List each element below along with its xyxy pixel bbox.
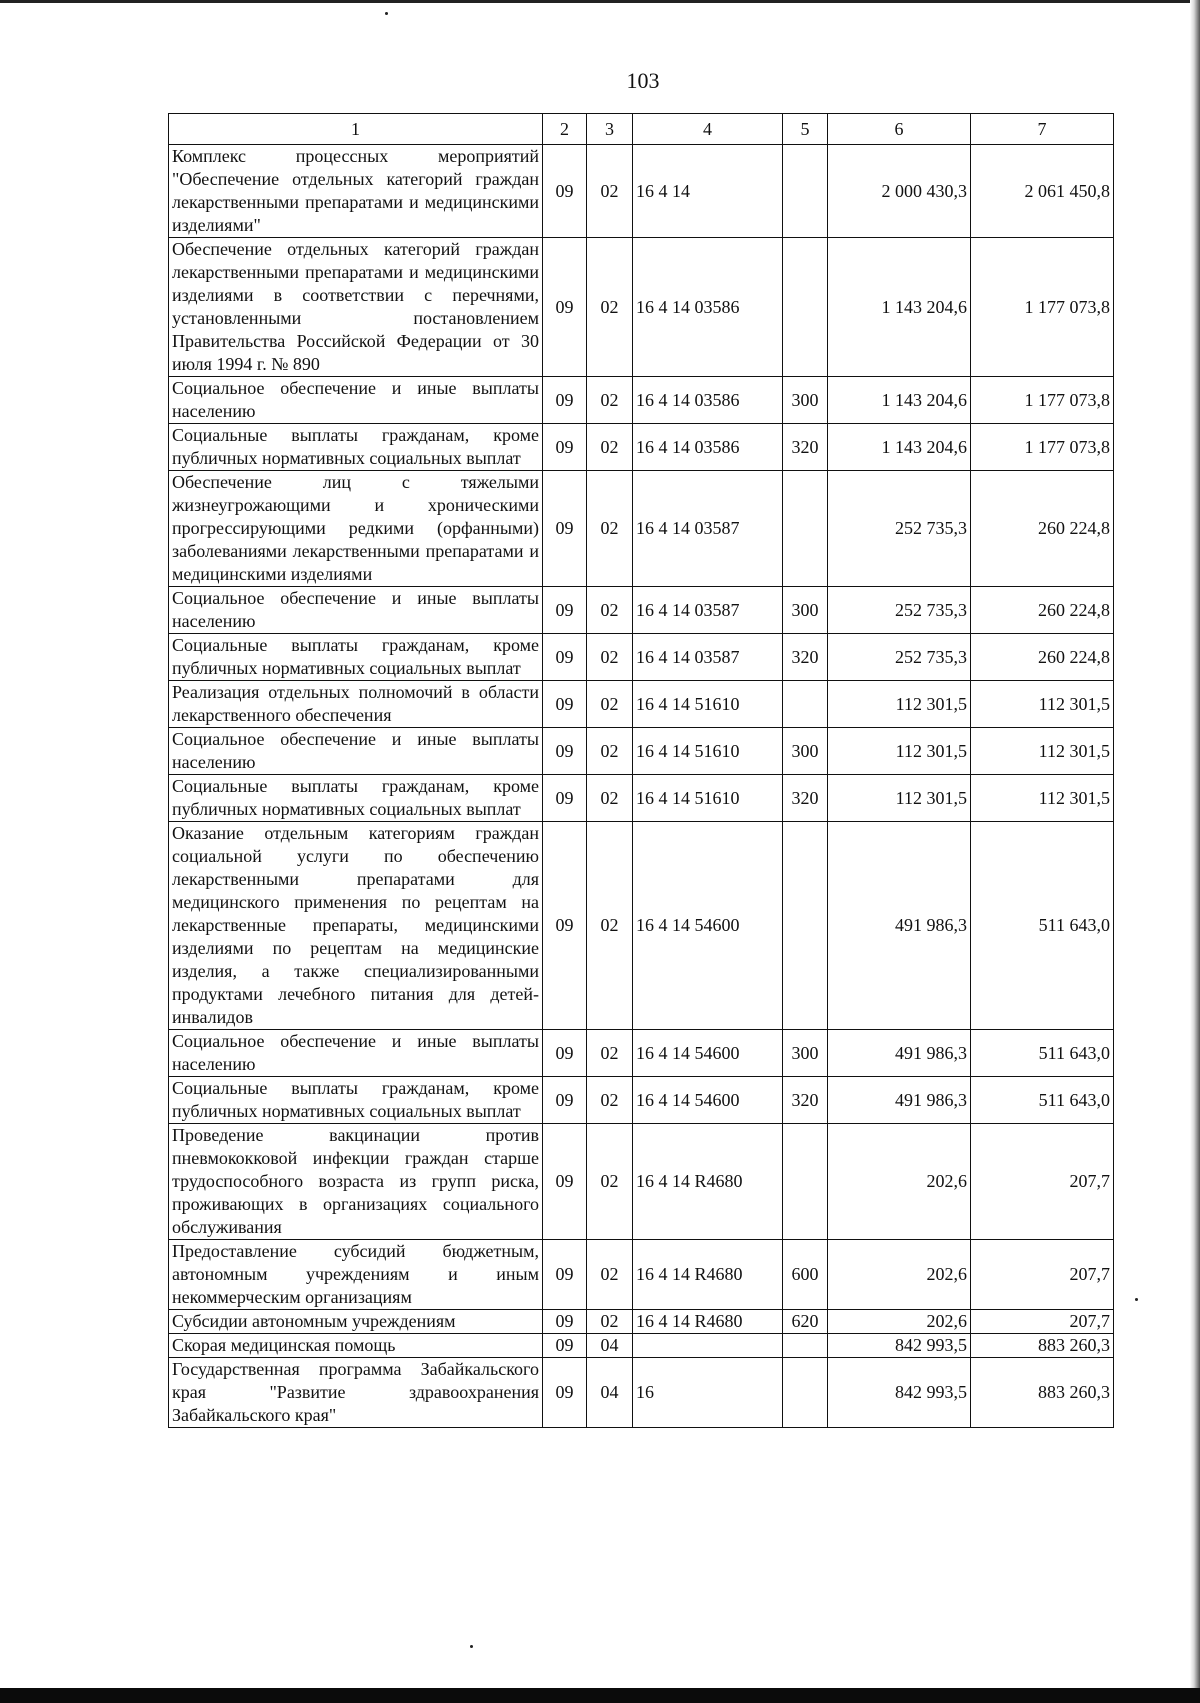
- subsection-code-cell: 02: [587, 634, 633, 681]
- amount-year-1-cell: 842 993,5: [828, 1334, 971, 1358]
- section-code-cell: 09: [543, 1124, 587, 1240]
- row-name-cell: Комплекс процессных мероприятий "Обеспечение отдельных категорий граждан лекарственными препаратами и медицинскими изделиями": [169, 145, 543, 238]
- amount-year-1-cell: 252 735,3: [828, 634, 971, 681]
- amount-year-1-cell: 112 301,5: [828, 728, 971, 775]
- amount-year-1-cell: 1 143 204,6: [828, 424, 971, 471]
- section-code-cell: 09: [543, 471, 587, 587]
- amount-year-1-cell: 491 986,3: [828, 822, 971, 1030]
- section-code-cell: 09: [543, 681, 587, 728]
- table-body: [169, 145, 1114, 1428]
- scan-speck: [385, 12, 388, 15]
- amount-year-1-cell: 252 735,3: [828, 471, 971, 587]
- expense-type-cell: 320: [783, 1077, 828, 1124]
- subsection-code-cell: 02: [587, 1077, 633, 1124]
- expense-type-cell: [783, 1124, 828, 1240]
- amount-year-2-cell: 2 061 450,8: [971, 145, 1114, 238]
- table-row: [169, 681, 1114, 728]
- row-name-cell: Социальные выплаты гражданам, кроме публичных нормативных социальных выплат: [169, 424, 543, 471]
- amount-year-2-cell: 207,7: [971, 1310, 1114, 1334]
- section-code-cell: 09: [543, 1030, 587, 1077]
- expense-type-cell: 320: [783, 775, 828, 822]
- amount-year-1-cell: 112 301,5: [828, 775, 971, 822]
- row-name-cell: Оказание отдельным категориям граждан социальной услуги по обеспечению лекарственными препаратами для медицинского применения по рецептам на лекарственные препараты, медицинскими изделиями по рецептам на медицинские изделия, а также специализированными продуктами лечебного питания для детей-инвалидов: [169, 822, 543, 1030]
- expense-type-cell: [783, 681, 828, 728]
- table-row: [169, 728, 1114, 775]
- table-row: [169, 587, 1114, 634]
- amount-year-2-cell: 1 177 073,8: [971, 424, 1114, 471]
- row-name-cell: Социальное обеспечение и иные выплаты населению: [169, 728, 543, 775]
- expense-type-cell: [783, 1358, 828, 1428]
- amount-year-2-cell: 207,7: [971, 1240, 1114, 1310]
- table-row: [169, 145, 1114, 238]
- target-article-cell: 16 4 14 03587: [633, 634, 783, 681]
- amount-year-1-cell: 112 301,5: [828, 681, 971, 728]
- target-article-cell: [633, 1334, 783, 1358]
- row-name-cell: Реализация отдельных полномочий в области лекарственного обеспечения: [169, 681, 543, 728]
- amount-year-1-cell: 2 000 430,3: [828, 145, 971, 238]
- scan-edge-top: [0, 0, 1200, 3]
- section-code-cell: 09: [543, 1077, 587, 1124]
- target-article-cell: 16 4 14 03586: [633, 238, 783, 377]
- section-code-cell: 09: [543, 1310, 587, 1334]
- expense-type-cell: 300: [783, 1030, 828, 1077]
- row-name-cell: Социальное обеспечение и иные выплаты населению: [169, 1030, 543, 1077]
- subsection-code-cell: 02: [587, 1124, 633, 1240]
- target-article-cell: 16 4 14 51610: [633, 775, 783, 822]
- amount-year-2-cell: 511 643,0: [971, 1077, 1114, 1124]
- subsection-code-cell: 04: [587, 1358, 633, 1428]
- amount-year-2-cell: 260 224,8: [971, 587, 1114, 634]
- section-code-cell: 09: [543, 822, 587, 1030]
- row-name-cell: Социальное обеспечение и иные выплаты населению: [169, 587, 543, 634]
- row-name-cell: Скорая медицинская помощь: [169, 1334, 543, 1358]
- amount-year-2-cell: 112 301,5: [971, 775, 1114, 822]
- scan-speck: [1135, 1298, 1138, 1301]
- row-name-cell: Социальные выплаты гражданам, кроме публичных нормативных социальных выплат: [169, 775, 543, 822]
- expense-type-cell: 600: [783, 1240, 828, 1310]
- section-code-cell: 09: [543, 728, 587, 775]
- amount-year-2-cell: 511 643,0: [971, 1030, 1114, 1077]
- amount-year-1-cell: 842 993,5: [828, 1358, 971, 1428]
- amount-year-1-cell: 252 735,3: [828, 587, 971, 634]
- table-row: [169, 1240, 1114, 1310]
- expense-type-cell: [783, 471, 828, 587]
- subsection-code-cell: 02: [587, 728, 633, 775]
- amount-year-2-cell: 1 177 073,8: [971, 377, 1114, 424]
- table-row: [169, 1030, 1114, 1077]
- budget-table: [168, 113, 1114, 1428]
- row-name-cell: Проведение вакцинации против пневмококковой инфекции граждан старше трудоспособного возраста из групп риска, проживающих в организациях социального обслуживания: [169, 1124, 543, 1240]
- table-row: [169, 377, 1114, 424]
- subsection-code-cell: 02: [587, 145, 633, 238]
- row-name-cell: Социальные выплаты гражданам, кроме публичных нормативных социальных выплат: [169, 1077, 543, 1124]
- row-name-cell: Социальное обеспечение и иные выплаты населению: [169, 377, 543, 424]
- table-row: [169, 1334, 1114, 1358]
- section-code-cell: 09: [543, 424, 587, 471]
- section-code-cell: 09: [543, 238, 587, 377]
- scan-edge-bottom: [0, 1688, 1200, 1703]
- column-header: 3: [587, 114, 633, 145]
- table-header-row: [169, 114, 1114, 145]
- amount-year-1-cell: 202,6: [828, 1124, 971, 1240]
- table-row: [169, 822, 1114, 1030]
- amount-year-1-cell: 202,6: [828, 1310, 971, 1334]
- expense-type-cell: [783, 1334, 828, 1358]
- section-code-cell: 09: [543, 1334, 587, 1358]
- expense-type-cell: 320: [783, 424, 828, 471]
- expense-type-cell: 300: [783, 728, 828, 775]
- section-code-cell: 09: [543, 634, 587, 681]
- expense-type-cell: [783, 145, 828, 238]
- row-name-cell: Государственная программа Забайкальского края "Развитие здравоохранения Забайкальского края": [169, 1358, 543, 1428]
- target-article-cell: 16 4 14: [633, 145, 783, 238]
- amount-year-2-cell: 207,7: [971, 1124, 1114, 1240]
- amount-year-2-cell: 112 301,5: [971, 681, 1114, 728]
- section-code-cell: 09: [543, 587, 587, 634]
- subsection-code-cell: 02: [587, 471, 633, 587]
- subsection-code-cell: 02: [587, 775, 633, 822]
- table-row: [169, 238, 1114, 377]
- scan-edge-right: [1190, 0, 1200, 1690]
- expense-type-cell: [783, 822, 828, 1030]
- amount-year-1-cell: 202,6: [828, 1240, 971, 1310]
- amount-year-1-cell: 1 143 204,6: [828, 377, 971, 424]
- column-header: 7: [971, 114, 1114, 145]
- amount-year-2-cell: 883 260,3: [971, 1334, 1114, 1358]
- amount-year-1-cell: 491 986,3: [828, 1077, 971, 1124]
- target-article-cell: 16 4 14 51610: [633, 681, 783, 728]
- column-header: 4: [633, 114, 783, 145]
- section-code-cell: 09: [543, 1240, 587, 1310]
- scan-speck: [470, 1645, 473, 1648]
- target-article-cell: 16 4 14 51610: [633, 728, 783, 775]
- amount-year-2-cell: 260 224,8: [971, 471, 1114, 587]
- amount-year-2-cell: 112 301,5: [971, 728, 1114, 775]
- row-name-cell: Предоставление субсидий бюджетным, автономным учреждениям и иным некоммерческим организациям: [169, 1240, 543, 1310]
- target-article-cell: 16 4 14 03586: [633, 377, 783, 424]
- expense-type-cell: 620: [783, 1310, 828, 1334]
- target-article-cell: 16 4 14 R4680: [633, 1240, 783, 1310]
- section-code-cell: 09: [543, 377, 587, 424]
- expense-type-cell: 320: [783, 634, 828, 681]
- column-header: 1: [169, 114, 543, 145]
- subsection-code-cell: 02: [587, 1240, 633, 1310]
- target-article-cell: 16 4 14 54600: [633, 822, 783, 1030]
- table-row: [169, 1310, 1114, 1334]
- row-name-cell: Обеспечение отдельных категорий граждан лекарственными препаратами и медицинскими изделиями в соответствии с перечнями, установленными постановлением Правительства Российской Федерации от 30 июля 1994 г. № 890: [169, 238, 543, 377]
- target-article-cell: 16 4 14 54600: [633, 1077, 783, 1124]
- amount-year-2-cell: 260 224,8: [971, 634, 1114, 681]
- subsection-code-cell: 02: [587, 1310, 633, 1334]
- amount-year-2-cell: 883 260,3: [971, 1358, 1114, 1428]
- subsection-code-cell: 02: [587, 681, 633, 728]
- section-code-cell: 09: [543, 775, 587, 822]
- target-article-cell: 16 4 14 03587: [633, 587, 783, 634]
- table-row: [169, 1077, 1114, 1124]
- target-article-cell: 16 4 14 54600: [633, 1030, 783, 1077]
- target-article-cell: 16 4 14 03587: [633, 471, 783, 587]
- expense-type-cell: [783, 238, 828, 377]
- row-name-cell: Социальные выплаты гражданам, кроме публичных нормативных социальных выплат: [169, 634, 543, 681]
- target-article-cell: 16: [633, 1358, 783, 1428]
- amount-year-2-cell: 1 177 073,8: [971, 238, 1114, 377]
- table-row: [169, 1358, 1114, 1428]
- table-row: [169, 1124, 1114, 1240]
- section-code-cell: 09: [543, 145, 587, 238]
- expense-type-cell: 300: [783, 377, 828, 424]
- subsection-code-cell: 02: [587, 822, 633, 1030]
- target-article-cell: 16 4 14 R4680: [633, 1310, 783, 1334]
- amount-year-2-cell: 511 643,0: [971, 822, 1114, 1030]
- table-row: [169, 634, 1114, 681]
- row-name-cell: Обеспечение лиц с тяжелыми жизнеугрожающими и хроническими прогрессирующими редкими (орфанными) заболеваниями лекарственными препаратами и медицинскими изделиями: [169, 471, 543, 587]
- subsection-code-cell: 02: [587, 587, 633, 634]
- table-row: [169, 775, 1114, 822]
- expense-type-cell: 300: [783, 587, 828, 634]
- section-code-cell: 09: [543, 1358, 587, 1428]
- target-article-cell: 16 4 14 R4680: [633, 1124, 783, 1240]
- subsection-code-cell: 02: [587, 424, 633, 471]
- row-name-cell: Субсидии автономным учреждениям: [169, 1310, 543, 1334]
- table-row: [169, 471, 1114, 587]
- subsection-code-cell: 02: [587, 377, 633, 424]
- amount-year-1-cell: 1 143 204,6: [828, 238, 971, 377]
- target-article-cell: 16 4 14 03586: [633, 424, 783, 471]
- subsection-code-cell: 04: [587, 1334, 633, 1358]
- column-header: 5: [783, 114, 828, 145]
- subsection-code-cell: 02: [587, 238, 633, 377]
- subsection-code-cell: 02: [587, 1030, 633, 1077]
- amount-year-1-cell: 491 986,3: [828, 1030, 971, 1077]
- column-header: 6: [828, 114, 971, 145]
- page-number: 103: [626, 68, 660, 93]
- column-header: 2: [543, 114, 587, 145]
- table-row: [169, 424, 1114, 471]
